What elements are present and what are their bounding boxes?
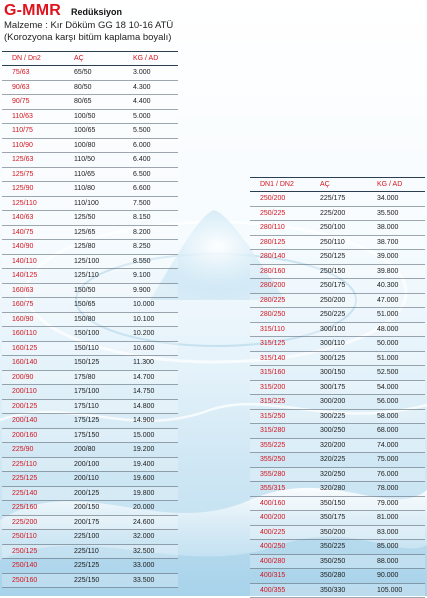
table-row (2, 399, 178, 414)
cell-dn: 140/90 (2, 240, 64, 255)
cell-ac: 225/110 (64, 544, 123, 559)
cell-ac: 150/65 (64, 298, 123, 313)
cell-ac: 225/100 (64, 530, 123, 545)
cell-dn: 250/160 (2, 573, 64, 588)
cell-kg: 76.000 (367, 467, 425, 482)
cell-ac: 110/80 (64, 182, 123, 197)
cell-dn: 280/110 (250, 221, 310, 236)
cell-ac: 175/125 (64, 414, 123, 429)
cell-ac: 150/100 (64, 327, 123, 342)
cell-ac: 320/200 (310, 438, 367, 453)
table-row (250, 322, 425, 337)
table-header (250, 178, 425, 192)
cell-dn: 355/315 (250, 482, 310, 497)
table-row (250, 293, 425, 308)
cell-kg: 51.000 (367, 351, 425, 366)
cell-dn: 315/250 (250, 409, 310, 424)
cell-ac: 200/175 (64, 515, 123, 530)
table-row (250, 438, 425, 453)
cell-dn: 125/63 (2, 153, 64, 168)
cell-kg: 34.000 (367, 192, 425, 207)
table-row (2, 544, 178, 559)
table-row (250, 264, 425, 279)
cell-dn: 200/125 (2, 399, 64, 414)
cell-kg: 40.300 (367, 279, 425, 294)
cell-kg: 33.500 (123, 573, 178, 588)
table-row (2, 573, 178, 588)
cell-dn: 355/250 (250, 453, 310, 468)
cell-kg: 90.000 (367, 569, 425, 584)
cell-ac: 250/175 (310, 279, 367, 294)
cell-dn: 160/140 (2, 356, 64, 371)
cell-dn: 140/63 (2, 211, 64, 226)
cell-dn: 280/200 (250, 279, 310, 294)
cell-kg: 14.750 (123, 385, 178, 400)
table-row (2, 428, 178, 443)
cell-dn: 280/125 (250, 235, 310, 250)
cell-dn: 250/200 (250, 192, 310, 207)
cell-dn: 200/140 (2, 414, 64, 429)
cell-ac: 125/100 (64, 254, 123, 269)
table-row (250, 569, 425, 584)
cell-ac: 300/225 (310, 409, 367, 424)
cell-kg: 79.000 (367, 496, 425, 511)
cell-dn: 315/200 (250, 380, 310, 395)
table-row (250, 583, 425, 598)
cell-ac: 110/65 (64, 167, 123, 182)
table-row (250, 511, 425, 526)
table-row (2, 196, 178, 211)
cell-kg: 10.000 (123, 298, 178, 313)
cell-kg: 4.400 (123, 95, 178, 110)
cell-dn: 315/110 (250, 322, 310, 337)
cell-dn: 160/110 (2, 327, 64, 342)
cell-kg: 48.000 (367, 322, 425, 337)
cell-dn: 125/75 (2, 167, 64, 182)
cell-ac: 80/50 (64, 80, 123, 95)
cell-ac: 150/110 (64, 341, 123, 356)
column-header-dn: DN / Dn2 (2, 52, 64, 66)
cell-dn: 225/200 (2, 515, 64, 530)
cell-ac: 175/110 (64, 399, 123, 414)
cell-kg: 11.300 (123, 356, 178, 371)
cell-kg: 6.000 (123, 138, 178, 153)
cell-ac: 110/100 (64, 196, 123, 211)
cell-dn: 90/75 (2, 95, 64, 110)
cell-kg: 10.600 (123, 341, 178, 356)
column-header-ac: AÇ (310, 178, 367, 192)
cell-dn: 355/280 (250, 467, 310, 482)
cell-kg: 10.200 (123, 327, 178, 342)
cell-kg: 105.000 (367, 583, 425, 598)
cell-ac: 150/80 (64, 312, 123, 327)
table-row (250, 351, 425, 366)
cell-kg: 19.800 (123, 486, 178, 501)
cell-kg: 81.000 (367, 511, 425, 526)
cell-kg: 39.800 (367, 264, 425, 279)
cell-ac: 350/330 (310, 583, 367, 598)
cell-ac: 300/150 (310, 366, 367, 381)
table-row (2, 182, 178, 197)
cell-dn: 110/90 (2, 138, 64, 153)
cell-ac: 110/50 (64, 153, 123, 168)
table-row (2, 457, 178, 472)
cell-kg: 68.000 (367, 424, 425, 439)
cell-ac: 300/250 (310, 424, 367, 439)
cell-dn: 400/225 (250, 525, 310, 540)
cell-dn: 200/160 (2, 428, 64, 443)
table-row (2, 254, 178, 269)
cell-kg: 3.000 (123, 66, 178, 81)
cell-ac: 200/100 (64, 457, 123, 472)
cell-dn: 140/75 (2, 225, 64, 240)
table-row (2, 356, 178, 371)
table-row (250, 496, 425, 511)
cell-kg: 58.000 (367, 409, 425, 424)
cell-kg: 50.000 (367, 337, 425, 352)
cell-ac: 320/280 (310, 482, 367, 497)
cell-dn: 315/225 (250, 395, 310, 410)
cell-dn: 280/160 (250, 264, 310, 279)
cell-dn: 225/110 (2, 457, 64, 472)
table-row (250, 380, 425, 395)
table-row (2, 515, 178, 530)
cell-kg: 8.200 (123, 225, 178, 240)
cell-ac: 65/50 (64, 66, 123, 81)
cell-kg: 51.000 (367, 308, 425, 323)
cell-kg: 6.600 (123, 182, 178, 197)
table-row (250, 221, 425, 236)
cell-ac: 300/125 (310, 351, 367, 366)
column-header-kg: KG / AD (367, 178, 425, 192)
column-header-kg: KG / AD (123, 52, 178, 66)
cell-kg: 24.600 (123, 515, 178, 530)
cell-dn: 225/140 (2, 486, 64, 501)
cell-dn: 280/140 (250, 250, 310, 265)
cell-ac: 250/150 (310, 264, 367, 279)
table-row (2, 312, 178, 327)
cell-dn: 280/225 (250, 293, 310, 308)
cell-kg: 8.150 (123, 211, 178, 226)
cell-dn: 160/125 (2, 341, 64, 356)
cell-dn: 225/90 (2, 443, 64, 458)
cell-kg: 56.000 (367, 395, 425, 410)
cell-ac: 125/80 (64, 240, 123, 255)
table-row (2, 283, 178, 298)
cell-ac: 80/65 (64, 95, 123, 110)
cell-kg: 78.000 (367, 482, 425, 497)
cell-dn: 315/160 (250, 366, 310, 381)
table-row (250, 482, 425, 497)
cell-dn: 280/250 (250, 308, 310, 323)
cell-dn: 200/90 (2, 370, 64, 385)
cell-kg: 14.700 (123, 370, 178, 385)
table-row (250, 279, 425, 294)
cell-kg: 54.000 (367, 380, 425, 395)
cell-ac: 150/125 (64, 356, 123, 371)
cell-dn: 160/75 (2, 298, 64, 313)
cell-kg: 83.000 (367, 525, 425, 540)
cell-dn: 400/355 (250, 583, 310, 598)
cell-ac: 300/100 (310, 322, 367, 337)
table-row (250, 409, 425, 424)
cell-kg: 39.000 (367, 250, 425, 265)
table-row (2, 124, 178, 139)
cell-dn: 250/125 (2, 544, 64, 559)
table-row (250, 337, 425, 352)
table-row (250, 235, 425, 250)
cell-kg: 10.100 (123, 312, 178, 327)
cell-dn: 225/160 (2, 501, 64, 516)
cell-dn: 400/315 (250, 569, 310, 584)
cell-kg: 32.000 (123, 530, 178, 545)
cell-kg: 47.000 (367, 293, 425, 308)
table-row (2, 443, 178, 458)
cell-dn: 250/110 (2, 530, 64, 545)
cell-kg: 74.000 (367, 438, 425, 453)
table-row (2, 341, 178, 356)
table-row (2, 298, 178, 313)
cell-kg: 52.500 (367, 366, 425, 381)
cell-dn: 110/75 (2, 124, 64, 139)
column-header-dn: DN1 / DN2 (250, 178, 310, 192)
cell-kg: 38.700 (367, 235, 425, 250)
table-row (2, 66, 178, 81)
cell-ac: 200/125 (64, 486, 123, 501)
table-row (2, 211, 178, 226)
table-row (2, 327, 178, 342)
product-code: G-MMR (4, 2, 61, 19)
cell-dn: 140/125 (2, 269, 64, 284)
cell-dn: 125/110 (2, 196, 64, 211)
cell-ac: 175/100 (64, 385, 123, 400)
cell-ac: 175/150 (64, 428, 123, 443)
cell-dn: 125/90 (2, 182, 64, 197)
cell-ac: 300/175 (310, 380, 367, 395)
cell-kg: 5.500 (123, 124, 178, 139)
cell-ac: 300/200 (310, 395, 367, 410)
cell-dn: 250/140 (2, 559, 64, 574)
cell-dn: 160/90 (2, 312, 64, 327)
cell-ac: 100/80 (64, 138, 123, 153)
table-row (2, 269, 178, 284)
cell-kg: 19.600 (123, 472, 178, 487)
table-row (250, 192, 425, 207)
table-row (2, 472, 178, 487)
cell-ac: 100/65 (64, 124, 123, 139)
cell-kg: 19.400 (123, 457, 178, 472)
table-row (2, 138, 178, 153)
cell-kg: 9.900 (123, 283, 178, 298)
cell-ac: 350/200 (310, 525, 367, 540)
cell-dn: 90/63 (2, 80, 64, 95)
material-info: Malzeme : Kır Döküm GG 18 10-16 ATÜ (4, 20, 174, 31)
cell-ac: 225/200 (310, 206, 367, 221)
cell-kg: 5.000 (123, 109, 178, 124)
cell-ac: 225/150 (64, 573, 123, 588)
cell-ac: 250/200 (310, 293, 367, 308)
table-row (2, 486, 178, 501)
table-row (2, 225, 178, 240)
cell-dn: 400/250 (250, 540, 310, 555)
table-row (250, 525, 425, 540)
table-row (2, 153, 178, 168)
cell-kg: 32.500 (123, 544, 178, 559)
table-row (2, 240, 178, 255)
table-row (2, 530, 178, 545)
coating-info: (Korozyona karşı bitüm kaplama boyalı) (4, 31, 172, 43)
cell-kg: 88.000 (367, 554, 425, 569)
cell-ac: 200/110 (64, 472, 123, 487)
cell-ac: 125/110 (64, 269, 123, 284)
cell-dn: 315/125 (250, 337, 310, 352)
table-row (2, 167, 178, 182)
table-row (2, 95, 178, 110)
cell-kg: 85.000 (367, 540, 425, 555)
cell-ac: 225/125 (64, 559, 123, 574)
cell-dn: 250/225 (250, 206, 310, 221)
cell-ac: 250/125 (310, 250, 367, 265)
cell-kg: 4.300 (123, 80, 178, 95)
cell-kg: 38.000 (367, 221, 425, 236)
table-row (250, 540, 425, 555)
cell-kg: 14.900 (123, 414, 178, 429)
cell-kg: 75.000 (367, 453, 425, 468)
cell-dn: 160/63 (2, 283, 64, 298)
spec-table-right (250, 177, 425, 598)
table-row (250, 206, 425, 221)
cell-kg: 8.250 (123, 240, 178, 255)
cell-kg: 19.200 (123, 443, 178, 458)
cell-ac: 175/80 (64, 370, 123, 385)
cell-kg: 20.000 (123, 501, 178, 516)
product-subtitle: Redüksiyon (70, 7, 122, 17)
table-row (250, 308, 425, 323)
cell-ac: 200/150 (64, 501, 123, 516)
table-row (250, 453, 425, 468)
cell-ac: 150/50 (64, 283, 123, 298)
cell-ac: 350/175 (310, 511, 367, 526)
cell-ac: 250/225 (310, 308, 367, 323)
table-row (2, 385, 178, 400)
table-row (2, 501, 178, 516)
table-row (2, 80, 178, 95)
table-header (2, 52, 178, 66)
cell-ac: 350/250 (310, 554, 367, 569)
cell-kg: 33.000 (123, 559, 178, 574)
cell-ac: 320/250 (310, 467, 367, 482)
cell-ac: 125/65 (64, 225, 123, 240)
cell-kg: 8.550 (123, 254, 178, 269)
table-row (2, 559, 178, 574)
column-header-ac: AÇ (64, 52, 123, 66)
cell-dn: 315/140 (250, 351, 310, 366)
cell-ac: 300/110 (310, 337, 367, 352)
cell-kg: 14.800 (123, 399, 178, 414)
cell-dn: 315/280 (250, 424, 310, 439)
table-row (2, 414, 178, 429)
cell-ac: 250/110 (310, 235, 367, 250)
cell-ac: 350/150 (310, 496, 367, 511)
header (4, 2, 173, 43)
cell-ac: 125/50 (64, 211, 123, 226)
cell-dn: 400/160 (250, 496, 310, 511)
table-row (250, 250, 425, 265)
cell-ac: 100/50 (64, 109, 123, 124)
table-row (250, 467, 425, 482)
cell-kg: 15.000 (123, 428, 178, 443)
cell-dn: 225/125 (2, 472, 64, 487)
cell-kg: 7.500 (123, 196, 178, 211)
table-row (250, 554, 425, 569)
cell-dn: 110/63 (2, 109, 64, 124)
cell-dn: 400/200 (250, 511, 310, 526)
cell-ac: 350/280 (310, 569, 367, 584)
table-row (250, 424, 425, 439)
cell-kg: 35.500 (367, 206, 425, 221)
cell-ac: 200/80 (64, 443, 123, 458)
cell-ac: 350/225 (310, 540, 367, 555)
cell-dn: 140/110 (2, 254, 64, 269)
cell-dn: 400/280 (250, 554, 310, 569)
spec-table-left (2, 51, 178, 588)
cell-kg: 6.500 (123, 167, 178, 182)
cell-dn: 75/63 (2, 66, 64, 81)
cell-ac: 320/225 (310, 453, 367, 468)
table-row (250, 366, 425, 381)
table-row (2, 109, 178, 124)
cell-ac: 250/100 (310, 221, 367, 236)
table-row (2, 370, 178, 385)
cell-dn: 200/110 (2, 385, 64, 400)
table-row (250, 395, 425, 410)
cell-ac: 225/175 (310, 192, 367, 207)
cell-kg: 9.100 (123, 269, 178, 284)
cell-kg: 6.400 (123, 153, 178, 168)
cell-dn: 355/225 (250, 438, 310, 453)
